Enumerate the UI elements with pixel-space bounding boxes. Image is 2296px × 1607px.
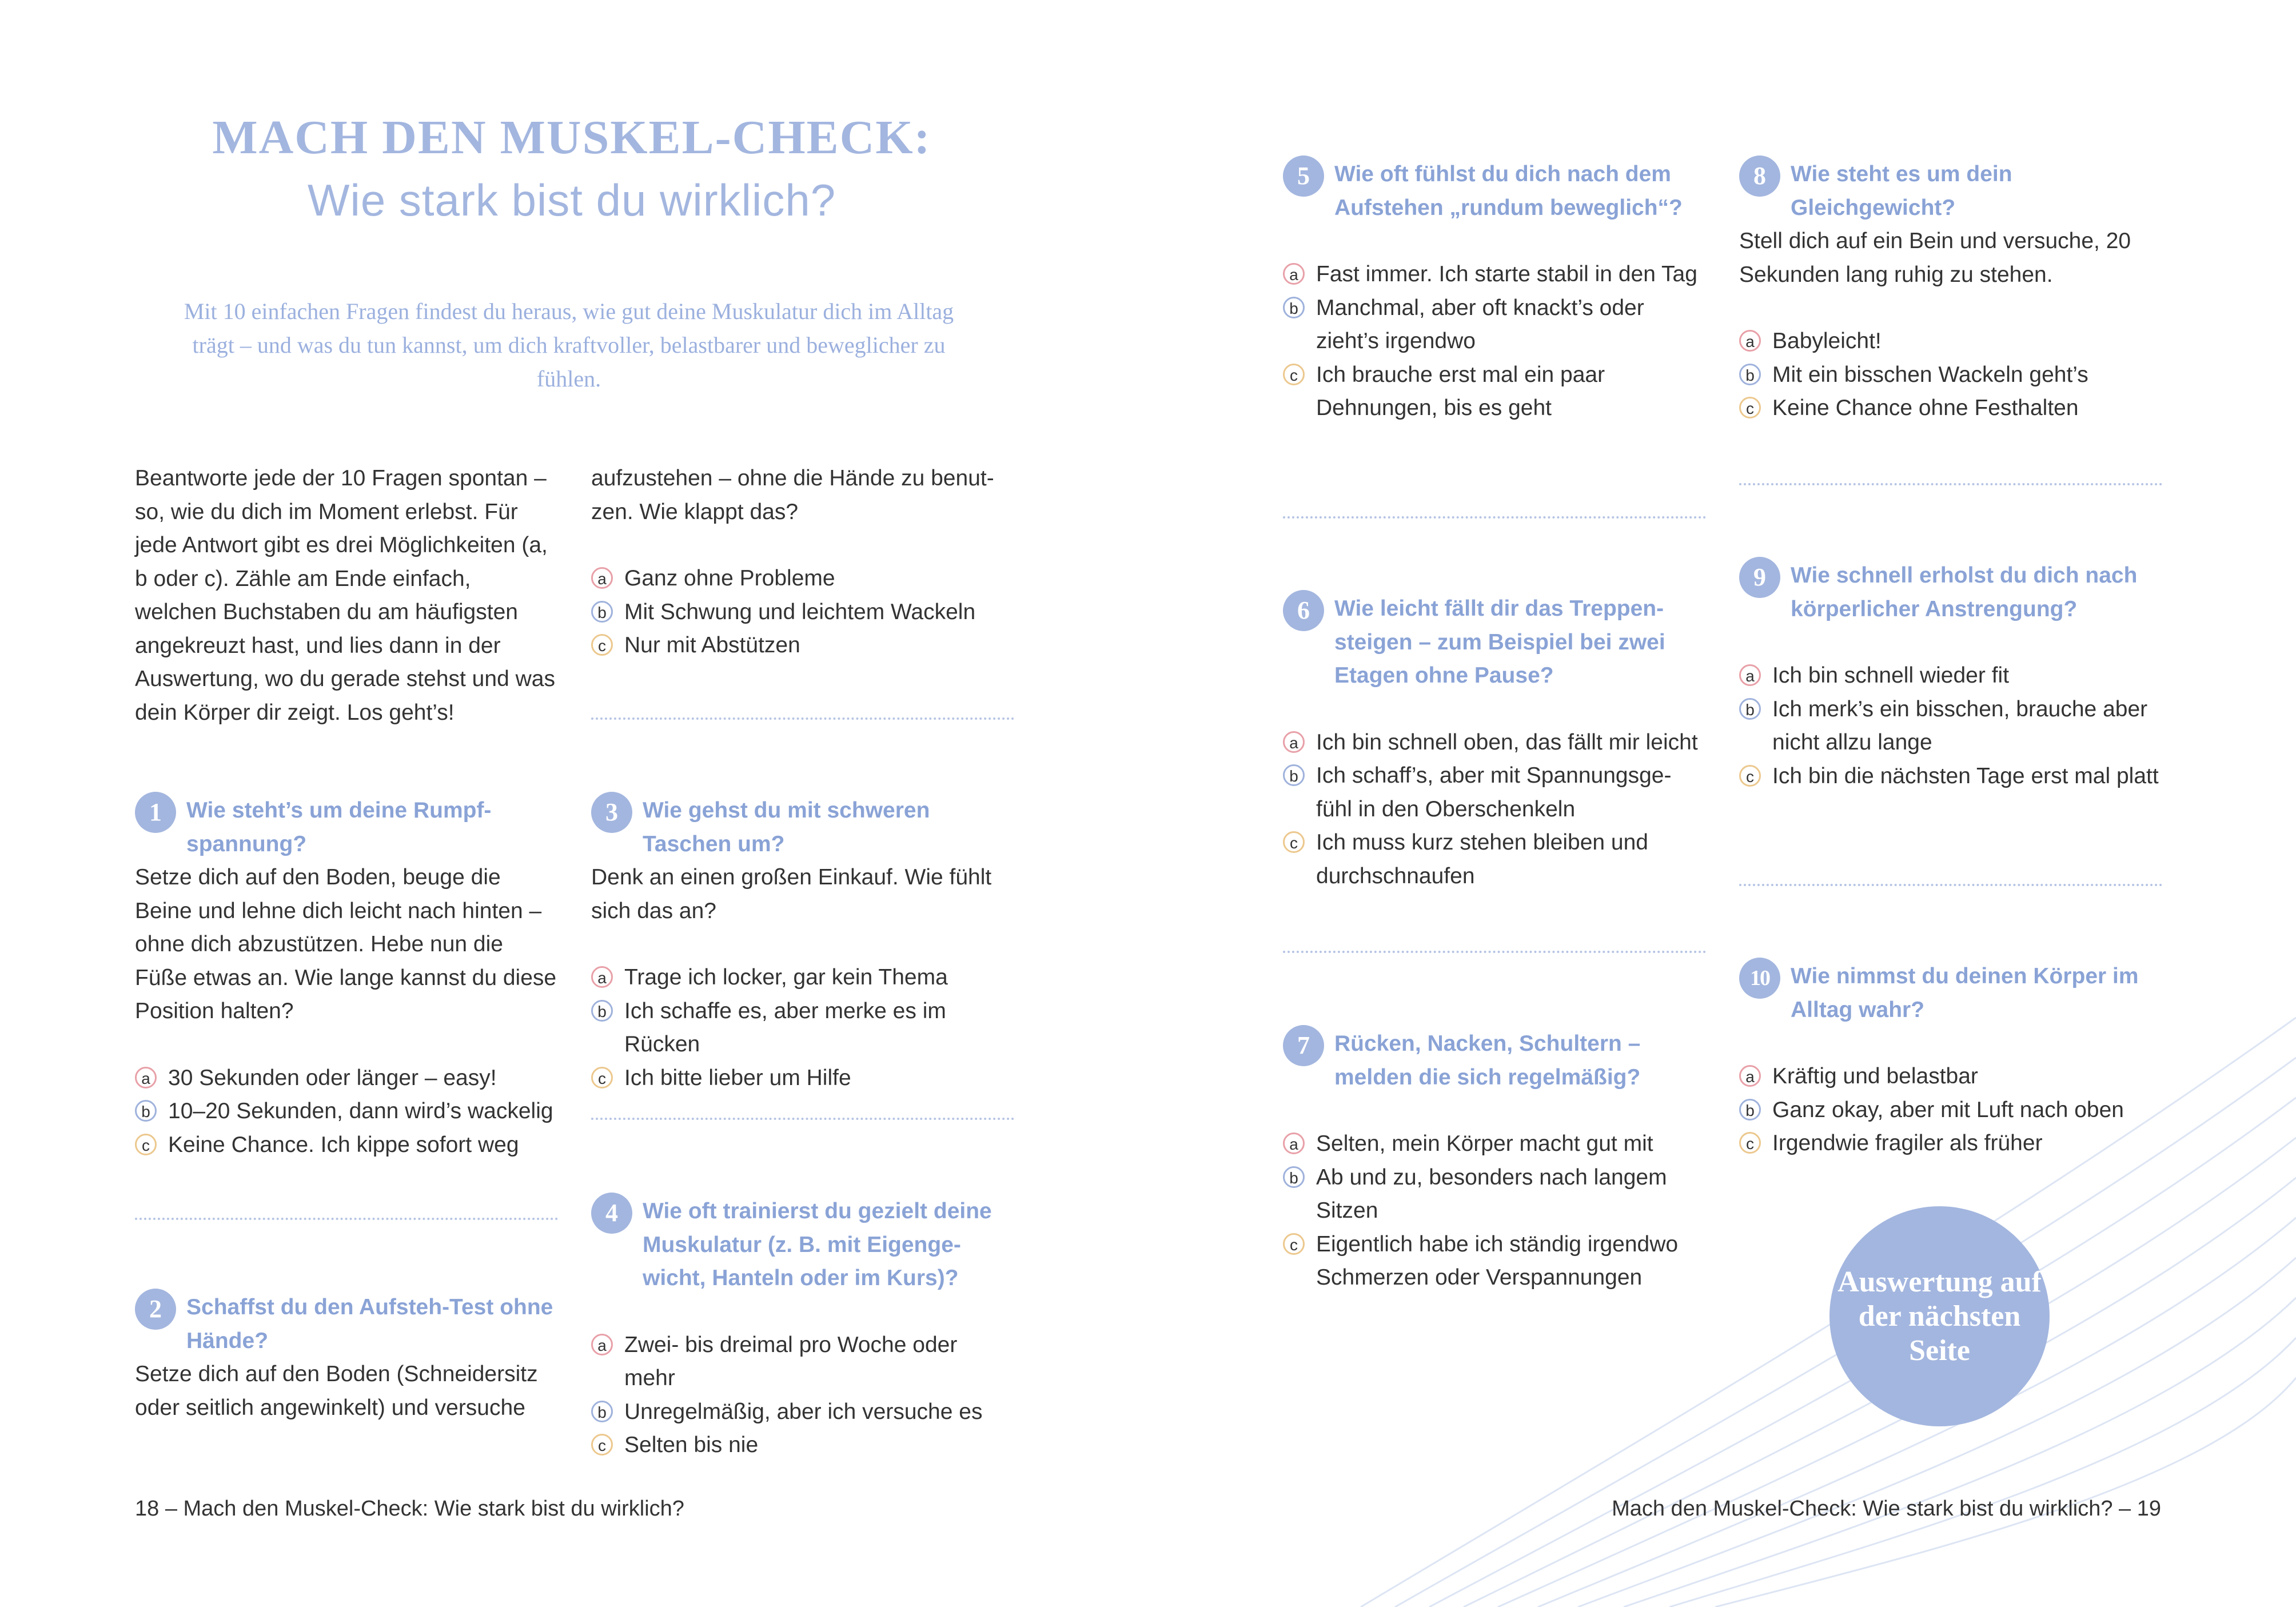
answer-options [1283, 726, 1706, 894]
answer-options [591, 1329, 1014, 1462]
option-letter-a: a [1283, 1133, 1305, 1154]
question-number-badge: 1 [135, 792, 176, 833]
option-letter-b: b [1283, 1166, 1305, 1188]
option-letter-a: a [1739, 330, 1761, 352]
section-divider [135, 1218, 558, 1220]
answer-options [1283, 258, 1706, 425]
option-text: 10–20 Sekunden, dann wird’s wackelig [168, 1099, 553, 1123]
question-header [135, 1289, 558, 1358]
answer-option-c[interactable] [591, 629, 1014, 663]
option-text: Ich merk’s ein bisschen, brauche aber nicht allzu lange [1772, 696, 2148, 755]
question-title: Schaffst du den Aufsteh-Test ohne Hände? [186, 1295, 553, 1353]
answer-option-c[interactable] [1739, 760, 2162, 793]
answer-option-a[interactable] [1739, 659, 2162, 693]
question-title: Wie leicht fällt dir das Treppen-steigen – zum Beispiel bei zwei Etagen ohne Pause? [1334, 596, 1665, 688]
question-number-badge: 8 [1739, 155, 1780, 197]
question-header [1283, 590, 1706, 693]
option-text: Selten bis nie [624, 1433, 759, 1457]
question-title: Wie nimmst du deinen Körper im Alltag wahr? [1791, 964, 2139, 1022]
section-divider [591, 717, 1014, 720]
option-letter-c: c [135, 1134, 157, 1155]
question-9 [1739, 557, 2162, 793]
question-header [1739, 557, 2162, 626]
answer-option-b[interactable] [1283, 1161, 1706, 1228]
question-prompt: Denk an einen großen Einkauf. Wie fühlt sich das an? [591, 865, 992, 923]
option-text: Ich schaff’s, aber mit Spannungsge-fühl in den Oberschenkeln [1316, 763, 1672, 822]
question-3 [591, 792, 1014, 1095]
option-text: Keine Chance ohne Festhalten [1772, 396, 2079, 420]
section-divider [1283, 951, 1706, 953]
option-letter-b: b [135, 1100, 157, 1122]
option-text: Ich bin schnell oben, das fällt mir leicht [1316, 729, 1698, 755]
option-letter-b: b [1283, 764, 1305, 786]
option-letter-c: c [1283, 831, 1305, 853]
option-text: Irgendwie fragiler als früher [1772, 1131, 2043, 1155]
question-title: Wie oft trainierst du gezielt deine Muskulatur (z. B. mit Eigenge-wicht, Hanteln oder im Kurs)? [643, 1199, 992, 1290]
question-number-badge: 9 [1739, 557, 1780, 598]
option-letter-a: a [1739, 664, 1761, 686]
option-letter-b: b [1739, 698, 1761, 720]
question-header [591, 792, 1014, 861]
question-prompt: Setze dich auf den Boden, beuge die Beine und lehne dich leicht nach hinten – ohne dich abzustützen. Hebe nun die Füße etwas an. Wie lange kannst du diese Position halten? [135, 865, 557, 1023]
answer-options [1739, 659, 2162, 793]
option-text: Ich bin schnell wieder fit [1772, 663, 2010, 688]
answer-option-a[interactable] [1283, 726, 1706, 760]
option-letter-b: b [1739, 1099, 1761, 1120]
option-text: Mit ein bisschen Wackeln geht’s [1772, 362, 2088, 387]
question-number-badge: 2 [135, 1289, 176, 1330]
option-text: Ich schaffe es, aber merke es im Rücken [624, 998, 946, 1056]
option-letter-b: b [591, 601, 613, 623]
option-letter-c: c [591, 634, 613, 656]
option-letter-c: c [591, 1434, 613, 1456]
option-text: Babyleicht! [1772, 329, 1882, 353]
instructions-text: Beantworte jede der 10 Fragen spontan – so, wie du dich im Moment erlebst. Für jede Antwort gibt es drei Möglichkeiten (a, b oder c). Zähle am Ende einfach, welchen Buchstaben du am häufigsten angekreuzt hast, und lies dann in der Auswertung, wo du gerade stehst und was dein Körper dir zeigt. Los geht’s! [135, 466, 555, 725]
option-letter-a: a [135, 1067, 157, 1088]
option-text: Mit Schwung und leichtem Wackeln [624, 599, 976, 624]
answer-option-c[interactable] [1283, 358, 1706, 425]
option-text: Ich brauche erst mal ein paar Dehnungen, bis es geht [1316, 362, 1605, 420]
footer-right-page-number: Mach den Muskel-Check: Wie stark bist du wirklich? – 19 [1612, 1497, 2161, 1521]
question-header [1283, 155, 1706, 225]
question-number-badge: 4 [591, 1193, 632, 1234]
question-title: Rücken, Nacken, Schultern – melden die sich regelmäßig? [1334, 1031, 1641, 1090]
option-text: Trage ich locker, gar kein Thema [624, 965, 948, 990]
section-divider [1283, 516, 1706, 519]
intro-text: Mit 10 einfachen Fragen findest du heraus, wie gut deine Muskulatur dich im Alltag trägt – und was du tun kannst, um dich kraftvoller, belastbarer und beweglicher zu fühlen. [184, 298, 954, 392]
question-prompt-continued: aufzustehen – ohne die Hände zu benut-zen. Wie klappt das? [591, 466, 994, 524]
option-letter-a: a [1283, 731, 1305, 753]
option-letter-a: a [1283, 263, 1305, 285]
question-number-badge: 10 [1739, 958, 1780, 999]
section-divider [591, 1118, 1014, 1120]
option-letter-b: b [591, 1000, 613, 1022]
page-subtitle: Wie stark bist du wirklich? [307, 175, 836, 225]
option-letter-c: c [591, 1067, 613, 1088]
option-text: Kräftig und belastbar [1772, 1064, 1978, 1088]
question-number-badge: 3 [591, 792, 632, 833]
option-letter-c: c [1283, 1233, 1305, 1255]
question-number-badge: 7 [1283, 1025, 1324, 1066]
answer-option-a[interactable] [591, 1329, 1014, 1395]
option-text: Fast immer. Ich starte stabil in den Tag [1316, 262, 1697, 286]
question-title: Wie oft fühlst du dich nach dem Aufstehen „rundum beweglich“? [1334, 162, 1683, 220]
answer-option-c[interactable] [591, 1429, 1014, 1462]
answer-option-b[interactable] [1739, 358, 2162, 392]
question-8 [1739, 155, 2162, 425]
question-6 [1283, 590, 1706, 893]
option-letter-a: a [591, 966, 613, 988]
option-letter-b: b [591, 1401, 613, 1422]
results-next-page-label: Auswertung auf der nächsten Seite [1837, 1265, 2042, 1367]
answer-options [591, 961, 1014, 1095]
option-letter-b: b [1283, 297, 1305, 318]
option-text: Selten, mein Körper macht gut mit [1316, 1131, 1653, 1156]
answer-options [591, 562, 1014, 663]
question-header [135, 792, 558, 861]
answer-option-b[interactable] [591, 596, 1014, 629]
option-letter-b: b [1739, 364, 1761, 385]
question-header [591, 1193, 1014, 1295]
option-letter-c: c [1283, 364, 1305, 385]
option-letter-a: a [591, 567, 613, 589]
section-divider [1739, 483, 2162, 485]
answer-option-c[interactable] [1283, 1228, 1706, 1295]
option-text: Eigentlich habe ich ständig irgendwo Schmerzen oder Verspannungen [1316, 1231, 1679, 1290]
question-10 [1739, 958, 2162, 1161]
question-header [1739, 155, 2162, 225]
answer-option-a[interactable] [1739, 1060, 2162, 1094]
option-letter-a: a [591, 1334, 613, 1355]
answer-option-a[interactable] [591, 562, 1014, 596]
option-text: Manchmal, aber oft knackt’s oder zieht’s irgendwo [1316, 295, 1644, 353]
question-number-badge: 6 [1283, 590, 1324, 631]
option-letter-c: c [1739, 765, 1761, 787]
answer-option-a[interactable] [1283, 258, 1706, 292]
question-4 [591, 1193, 1014, 1462]
answer-option-c[interactable] [1739, 1127, 2162, 1161]
question-2 [135, 1289, 558, 1425]
answer-option-c[interactable] [1283, 826, 1706, 893]
answer-option-b[interactable] [135, 1095, 558, 1129]
answer-options [135, 1062, 558, 1162]
option-text: Zwei- bis dreimal pro Woche oder mehr [624, 1332, 958, 1390]
option-text: Ab und zu, besonders nach langem Sitzen [1316, 1165, 1667, 1223]
question-7 [1283, 1025, 1706, 1295]
question-title: Wie gehst du mit schweren Taschen um? [643, 798, 930, 856]
option-letter-c: c [1739, 397, 1761, 418]
answer-option-b[interactable] [1739, 693, 2162, 760]
section-divider [1739, 884, 2162, 886]
footer-left-page-number: 18 – Mach den Muskel-Check: Wie stark bist du wirklich? [135, 1497, 684, 1521]
question-title: Wie steht’s um deine Rumpf-spannung? [186, 798, 492, 856]
answer-option-b[interactable] [1739, 1094, 2162, 1127]
answer-option-b[interactable] [591, 1395, 1014, 1429]
answer-option-b[interactable] [1283, 759, 1706, 826]
answer-option-c[interactable] [591, 1062, 1014, 1095]
answer-option-a[interactable] [1739, 325, 2162, 358]
answer-option-b[interactable] [1283, 292, 1706, 358]
question-title: Wie schnell erholst du dich nach körperlicher Anstrengung? [1791, 563, 2138, 621]
answer-options [1283, 1127, 1706, 1295]
question-title: Wie steht es um dein Gleichgewicht? [1791, 162, 2012, 220]
option-text: Unregelmäßig, aber ich versuche es [624, 1399, 983, 1424]
option-text: Nur mit Abstützen [624, 633, 800, 657]
question-1 [135, 792, 558, 1162]
question-5 [1283, 155, 1706, 425]
option-letter-c: c [1739, 1132, 1761, 1154]
question-2-continued [591, 462, 1014, 663]
option-text: 30 Sekunden oder länger – easy! [168, 1065, 497, 1090]
question-prompt: Stell dich auf ein Bein und versuche, 20 Sekunden lang ruhig zu stehen. [1739, 229, 2131, 287]
question-number-badge: 5 [1283, 155, 1324, 197]
answer-options [1739, 1060, 2162, 1161]
option-text: Ich bitte lieber um Hilfe [624, 1065, 851, 1090]
answer-option-c[interactable] [1739, 392, 2162, 425]
page-title: MACH DEN MUSKEL-CHECK: [212, 111, 931, 164]
answer-option-a[interactable] [135, 1062, 558, 1095]
results-next-page-badge [1829, 1206, 2050, 1426]
option-text: Ich bin die nächsten Tage erst mal platt [1772, 763, 2159, 788]
option-text: Ganz ohne Probleme [624, 566, 835, 591]
option-text: Ganz okay, aber mit Luft nach oben [1772, 1097, 2124, 1122]
answer-option-a[interactable] [1283, 1127, 1706, 1161]
answer-option-b[interactable] [591, 995, 1014, 1062]
question-header [1283, 1025, 1706, 1094]
answer-options [1739, 325, 2162, 425]
question-header [1739, 958, 2162, 1027]
option-text: Ich muss kurz stehen bleiben und durchschnaufen [1316, 830, 1649, 888]
option-letter-a: a [1739, 1065, 1761, 1087]
option-text: Keine Chance. Ich kippe sofort weg [168, 1132, 519, 1157]
answer-option-a[interactable] [591, 961, 1014, 995]
answer-option-c[interactable] [135, 1129, 558, 1162]
question-prompt: Setze dich auf den Boden (Schneidersitz oder seitlich angewinkelt) und versuche [135, 1362, 538, 1420]
